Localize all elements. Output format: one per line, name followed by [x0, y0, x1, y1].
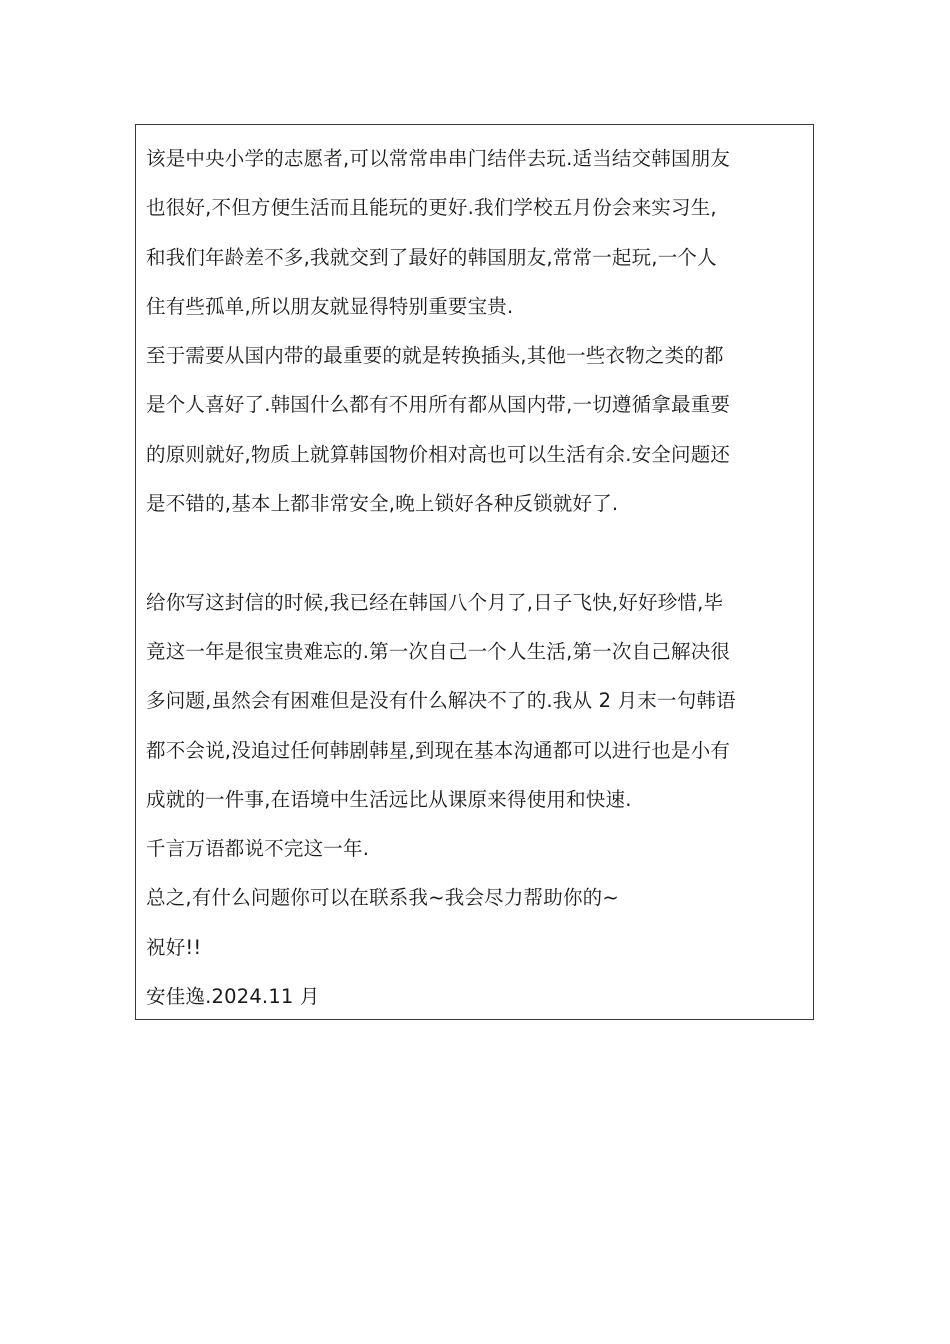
paragraph-3-line-4: 都不会说,没追过任何韩剧韩星,到现在基本沟通都可以进行也是小有	[146, 738, 731, 762]
paragraph-2-line-2: 是个人喜好了.韩国什么都有不用所有都从国内带,一切遵循拿最重要	[146, 393, 731, 417]
paragraph-2-line-1: 至于需要从国内带的最重要的就是转换插头,其他一些衣物之类的都	[146, 344, 724, 368]
blank-line	[146, 528, 805, 577]
paragraph-3-line-5: 成就的一件事,在语境中生活远比从课原来得使用和快速.	[146, 787, 632, 811]
paragraph-1-line-1: 该是中央小学的志愿者,可以常常串串门结伴去玩.适当结交韩国朋友	[146, 147, 731, 170]
closing-line: 千言万语都说不完这一年.	[146, 837, 370, 861]
paragraph-3-line-3: 多问题,虽然会有困难但是没有什么解决不了的.我从 2 月末一句韩语	[146, 689, 736, 713]
paragraph-1-line-4: 住有些孤单,所以朋友就显得特别重要宝贵.	[146, 294, 514, 318]
greeting: 祝好!!	[146, 935, 202, 959]
paragraph-3-line-2: 竟这一年是很宝贵难忘的.第一次自己一个人生活,第一次自己解决很	[146, 639, 731, 663]
paragraph-2-line-3: 的原则就好,物质上就算韩国物价相对高也可以生活有余.安全问题还	[146, 442, 731, 466]
paragraph-3-line-1: 给你写这封信的时候,我已经在韩国八个月了,日子飞快,好好珍惜,毕	[146, 590, 724, 614]
paragraph-1-line-2: 也很好,不但方便生活而且能玩的更好.我们学校五月份会来实习生,	[146, 196, 717, 220]
signature: 安佳逸.2024.11 月	[146, 985, 320, 1009]
paragraph-2-line-4: 是不错的,基本上都非常安全,晚上锁好各种反锁就好了.	[146, 492, 619, 516]
paragraph-1-line-3: 和我们年龄差不多,我就交到了最好的韩国朋友,常常一起玩,一个人	[146, 245, 717, 269]
letter-text-box	[135, 124, 814, 1020]
help-line: 总之,有什么问题你可以在联系我~我会尽力帮助你的~	[146, 886, 619, 910]
